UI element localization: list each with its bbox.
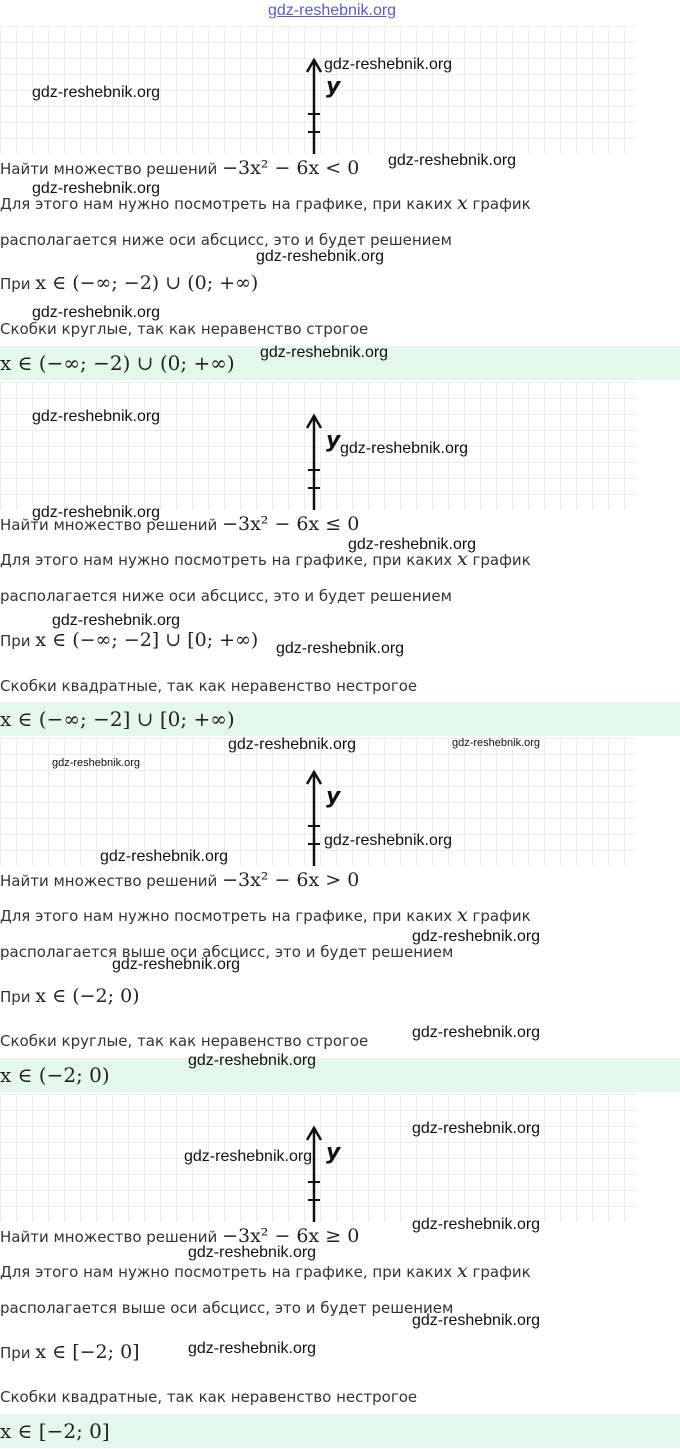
look-text: Для этого нам нужно посмотреть на графике, при каких [0,551,453,569]
look-text: Для этого нам нужно посмотреть на графике, при каких [0,1263,453,1281]
find-prefix: Найти множество решений [0,160,218,178]
watermark: gdz-reshebnik.org [188,1340,317,1357]
watermark: gdz-reshebnik.org [32,180,161,197]
watermark: gdz-reshebnik.org [228,736,357,753]
inequality: −3x² − 6x < 0 [222,157,360,179]
watermark: gdz-reshebnik.org [260,344,389,361]
watermark: gdz-reshebnik.org [412,1120,541,1137]
at-prefix: При [0,632,31,650]
at-prefix: При [0,1344,31,1362]
inequality: −3x² − 6x ≤ 0 [222,513,360,535]
look-var: x [457,548,468,570]
answer-text: x ∈ [−2; 0] [0,1419,110,1443]
answer-box-4 [0,1414,680,1448]
y-axis-label: y [326,1140,341,1165]
brackets-line-4: Скобки квадратные, так как неравенство нестрогое [0,1388,418,1406]
at-set: x ∈ (−2; 0) [35,985,140,1007]
brackets-line-2: Скобки квадратные, так как неравенство нестрогое [0,677,418,695]
at-prefix: При [0,988,31,1006]
watermark: gdz-reshebnik.org [412,1024,541,1041]
at-set: x ∈ (−∞; −2] ∪ [0; +∞) [35,629,259,651]
find-prefix: Найти множество решений [0,516,218,534]
brackets-line-1: Скобки круглые, так как неравенство строгое [0,320,369,338]
watermark: gdz-reshebnik.org [256,248,385,265]
look-var: x [457,1260,468,1282]
watermark: gdz-reshebnik.org [52,612,181,629]
watermark: gdz-reshebnik.org [388,152,517,169]
position-line-2: располагается ниже оси абсцисс, это и будет решением [0,587,452,605]
watermark: gdz-reshebnik.org [188,1244,317,1261]
at-line-3 [0,986,140,1007]
y-axis-label: y [326,74,341,99]
at-set: x ∈ (−∞; −2) ∪ (0; +∞) [35,272,259,294]
look-line-3 [0,905,531,926]
watermark: gdz-reshebnik.org [112,956,241,973]
position-line-3: располагается выше оси абсцисс, это и будет решением [0,943,454,961]
y-axis-label: y [326,784,341,809]
watermark: gdz-reshebnik.org [324,832,453,849]
watermark: gdz-reshebnik.org [324,56,453,73]
at-prefix: При [0,275,31,293]
at-set: x ∈ [−2; 0] [35,1341,140,1363]
find-line-1 [0,158,359,179]
look-text: Для этого нам нужно посмотреть на графике, при каких [0,907,453,925]
inequality: −3x² − 6x > 0 [222,869,360,891]
watermark: gdz-reshebnik.org [452,737,541,749]
inequality: −3x² − 6x ≥ 0 [222,1225,360,1247]
answer-box-3 [0,1058,680,1092]
look-suffix: график [472,551,531,569]
find-prefix: Найти множество решений [0,1228,218,1246]
watermark: gdz-reshebnik.org [32,504,161,521]
watermark: gdz-reshebnik.org [276,640,405,657]
look-line-4 [0,1261,531,1282]
answer-text: x ∈ (−∞; −2] ∪ [0; +∞) [0,707,235,731]
watermark: gdz-reshebnik.org [412,1312,541,1329]
at-line-1 [0,273,258,294]
look-suffix: график [472,1263,531,1281]
look-var: x [457,904,468,926]
watermark: gdz-reshebnik.org [32,304,161,321]
watermark: gdz-reshebnik.org [100,848,229,865]
find-prefix: Найти множество решений [0,872,218,890]
look-suffix: график [472,907,531,925]
position-line-4: располагается выше оси абсцисс, это и будет решением [0,1299,454,1317]
brackets-line-3: Скобки круглые, так как неравенство строгое [0,1032,369,1050]
watermark: gdz-reshebnik.org [340,440,469,457]
answer-box-2 [0,702,680,736]
watermark-top[interactable]: gdz-reshebnik.org [268,2,397,19]
answer-text: x ∈ (−2; 0) [0,1063,110,1087]
watermark: gdz-reshebnik.org [412,1216,541,1233]
watermark: gdz-reshebnik.org [412,928,541,945]
at-line-4 [0,1342,140,1363]
at-line-2 [0,630,258,651]
position-line-1: располагается ниже оси абсцисс, это и будет решением [0,231,452,249]
watermark: gdz-reshebnik.org [188,1052,317,1069]
answer-text: x ∈ (−∞; −2) ∪ (0; +∞) [0,351,235,375]
y-axis-label: y [326,428,341,453]
watermark: gdz-reshebnik.org [32,408,161,425]
look-suffix: график [472,195,531,213]
watermark: gdz-reshebnik.org [348,536,477,553]
look-var: x [457,192,468,214]
watermark: gdz-reshebnik.org [52,757,141,769]
watermark: gdz-reshebnik.org [184,1148,313,1165]
find-line-3 [0,870,359,891]
look-text: Для этого нам нужно посмотреть на графике, при каких [0,195,453,213]
watermark: gdz-reshebnik.org [32,84,161,101]
